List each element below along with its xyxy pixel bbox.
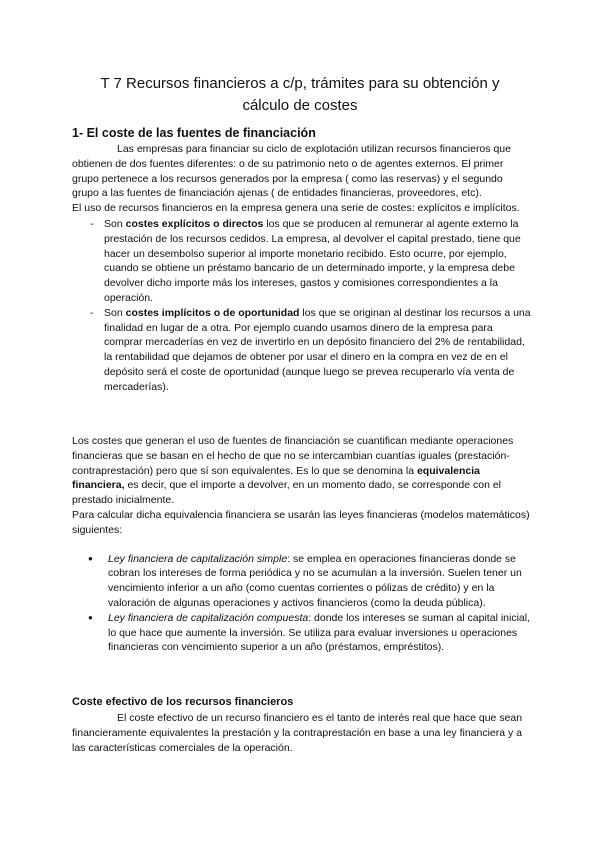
section-heading-cost-sources: 1- El coste de las fuentes de financiación: [72, 126, 316, 140]
section-heading-effective-cost: Coste efectivo de los recursos financieros: [72, 696, 294, 708]
list-item-simple-capitalization: ● Ley financiera de capitalización simple: se emplea en operaciones financieras donde se cobran los intereses de forma periódica y no se acumulan a la inversión. Suelen tener un vencimiento inferior a un año (como cuentas corrientes o pólizas de crédito) y en la valoración de algunas operaciones y activos financieros (como la deuda pública).: [88, 552, 522, 609]
equivalence-paragraph: Los costes que generan el uso de fuentes de financiación se cuantifican mediante operaciones financieras que se basan en el hecho de que no se intercambian cuantías iguales (prestación-contraprestación) pero que sí son equivalentes. Es lo que se denomina la equivalencia financiera, es decir, que el importe a devolver, en un momento dado, se corresponde con el prestado inicialmente.: [72, 435, 514, 507]
document-title: [90, 73, 510, 117]
equivalence-term: equivalencia financiera,: [72, 464, 480, 492]
title-line-1: T 7 Recursos financieros a c/p, trámites para su obtención y: [100, 75, 500, 92]
section-body-2: [72, 434, 532, 655]
section-body-1: [72, 142, 532, 395]
list-item-explicit-costs: - Son costes explícitos o directos los que se producen al remunerar al agente externo la prestación de los recursos cedidos. La empresa, al devolver el capital prestado, tiene que hacer un desembolso superior al importe monetario recibido. Esto ocurre, por ejemplo, cuando se obtiene un préstamo bancario de un determinado importe, y la empresa debe devolver dicho importe más los intereses, gastos y comisiones correspondientes a la operación.: [90, 217, 521, 304]
dash-marker: -: [90, 306, 94, 319]
list-item-compound-capitalization: ● Ley financiera de capitalización compuesta: donde los intereses se suman al capital inicial, lo que hace que aumente la inversión. Se utiliza para evaluar inversiones u operaciones financieras con vencimiento superior a un año (préstamos, empréstitos).: [88, 611, 530, 654]
bullet-marker: ●: [88, 612, 93, 622]
laws-intro-paragraph: Para calcular dicha equivalencia financiera se usarán las leyes financieras (modelos matemáticos) siguientes:: [72, 508, 530, 536]
list-item-implicit-costs: - Son costes implícitos o de oportunidad los que se originan al destinar los recursos a una finalidad en lugar de a otra. Por ejemplo cuando usamos dinero de la empresa para comprar mercaderías en vez de invertirlo en un depósito financiero del 2% de rentabilidad, la rentabilidad que dejamos de obtener por usar el dinero en la compra en vez de en el depósito será el coste de oportunidad (aunque luego se prevea recuperarlo vía venta de mercaderías).: [90, 306, 531, 393]
simple-capitalization-term: Ley financiera de capitalización simple: [108, 552, 288, 565]
intro-paragraph: Las empresas para financiar su ciclo de explotación utilizan recursos financieros que obtienen de dos fuentes diferentes: o de su patrimonio neto o de agentes externos. El primer grupo pertenece a los recursos generados por la empresa ( como las reservas) y el segundo grupo a las fuentes de financiación ajenas ( de entidades financieras, proveedores, etc).: [72, 143, 511, 200]
explicit-costs-term: costes explícitos o directos: [125, 217, 264, 230]
section-body-3: [72, 711, 532, 755]
uses-paragraph: El uso de recursos financieros en la empresa genera una serie de costes: explícitos e implícitos.: [72, 202, 520, 215]
dash-marker: -: [90, 217, 94, 230]
effective-cost-paragraph: El coste efectivo de un recurso financiero es el tanto de interés real que hace que sean financieramente equivalentes la prestación y la contraprestación en base a una ley financiera y a las características comerciales de la operación.: [72, 712, 523, 754]
title-line-2: cálculo de costes: [242, 97, 358, 114]
bullet-marker: ●: [88, 553, 93, 563]
compound-capitalization-term: Ley financiera de capitalización compuesta: [108, 611, 309, 624]
implicit-costs-term: costes implícitos o de oportunidad: [125, 306, 300, 319]
